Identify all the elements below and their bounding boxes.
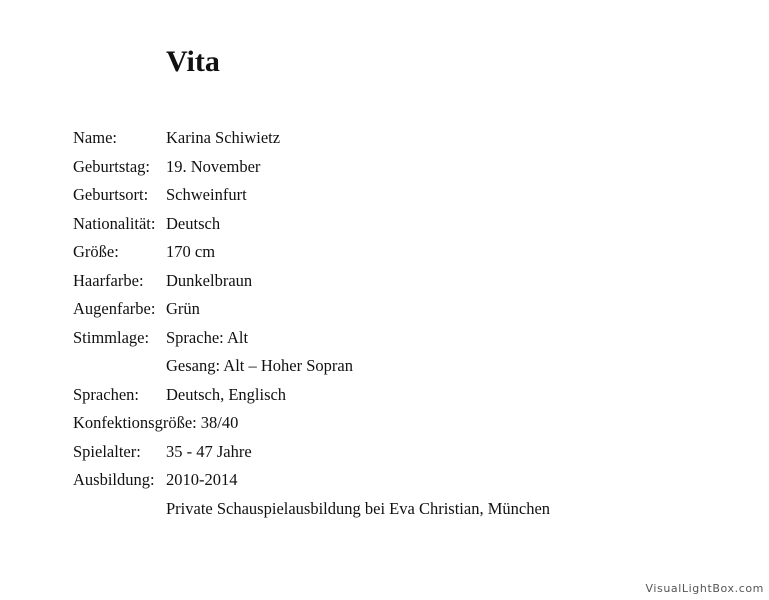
label-height: Größe: (73, 242, 119, 261)
label-languages: Sprachen: (73, 384, 139, 404)
value-name: Karina Schiwietz (166, 128, 281, 147)
row-voice-range (73, 324, 723, 353)
value-languages: Deutsch, Englisch (166, 384, 287, 404)
label-voice-range: Stimmlage: (73, 327, 150, 347)
value-nationality: Deutsch (166, 213, 221, 233)
value-hair-color: Dunkelbraun (166, 270, 253, 290)
value-voice-singing: Gesang: Alt – Hoher Sopran (166, 356, 353, 375)
row-height (73, 238, 723, 267)
label-birthday: Geburtstag: (73, 156, 150, 176)
label-empty (73, 352, 166, 381)
label-education: Ausbildung: (73, 470, 155, 489)
page-title: Vita (166, 45, 220, 78)
value-eye-color: Grün (166, 299, 200, 318)
row-clothing-size (73, 409, 723, 438)
row-birthday (73, 153, 723, 182)
watermark: VisualLightBox.com (645, 582, 764, 595)
value-voice-speech: Sprache: Alt (166, 327, 249, 347)
vita-table (73, 124, 723, 523)
value-birthplace: Schweinfurt (166, 185, 247, 204)
row-nationality (73, 210, 723, 239)
value-education-years: 2010-2014 (166, 470, 238, 489)
row-languages (73, 381, 723, 410)
label-eye-color: Augenfarbe: (73, 299, 156, 318)
value-playing-age: 35 - 47 Jahre (166, 441, 252, 461)
row-name (73, 124, 723, 153)
row-education (73, 466, 723, 495)
value-education-detail: Private Schauspielausbildung bei Eva Christian, München (166, 498, 551, 518)
row-eye-color (73, 295, 723, 324)
label-playing-age: Spielalter: (73, 441, 141, 461)
value-birthday: 19. November (166, 156, 261, 176)
label-birthplace: Geburtsort: (73, 185, 149, 204)
row-playing-age (73, 438, 723, 467)
label-empty (73, 495, 166, 524)
row-birthplace (73, 181, 723, 210)
row-voice-singing (73, 352, 723, 381)
value-height: 170 cm (166, 242, 216, 261)
label-name: Name: (73, 128, 117, 147)
label-hair-color: Haarfarbe: (73, 270, 144, 290)
label-nationality: Nationalität: (73, 213, 156, 233)
label-clothing-size: Konfektionsgröße: (73, 413, 197, 432)
row-hair-color (73, 267, 723, 296)
value-clothing-size: 38/40 (200, 413, 239, 432)
row-education-detail (73, 495, 723, 524)
